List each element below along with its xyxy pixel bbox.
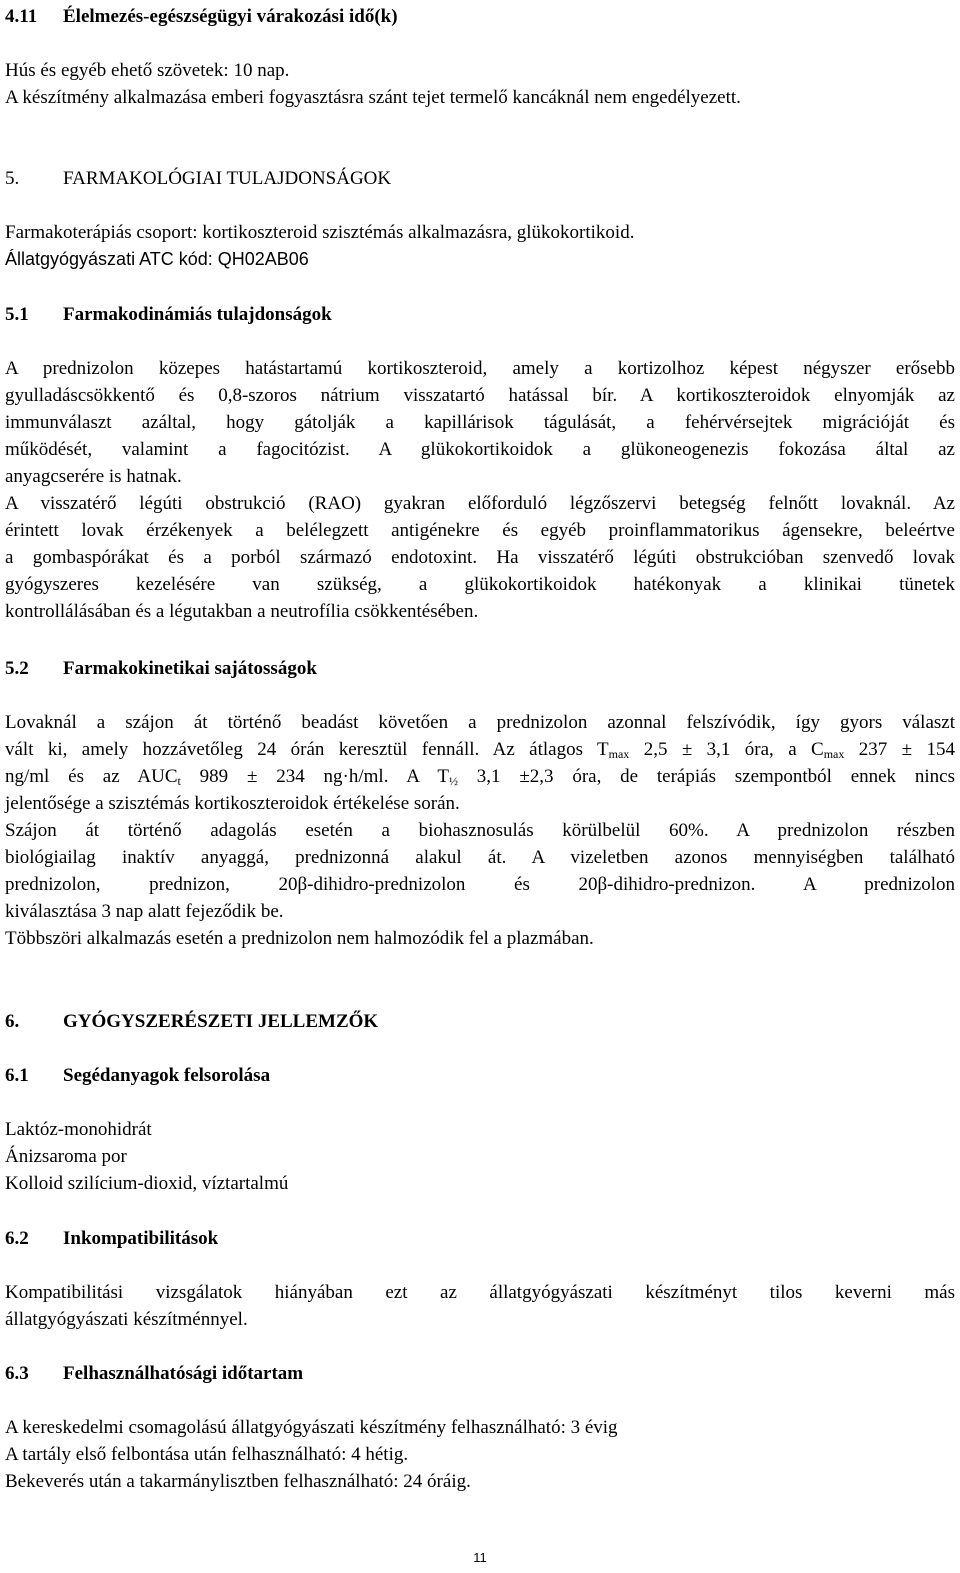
paragraph-line: A prednizolon közepes hatástartamú kortikoszteroid, amely a kortizolhoz képest négyszer erősebb xyxy=(5,358,955,379)
paragraph-line: Kompatibilitási vizsgálatok hiányában ezt az állatgyógyászati készítményt tilos keverni más xyxy=(5,1282,955,1303)
section-title: Élelmezés-egészségügyi várakozási idő(k) xyxy=(63,6,398,27)
section-number: 6.2 xyxy=(5,1228,29,1249)
paragraph-line: ng/ml és az $AUC_t$ 989 ± 234 ng·h/ml. A $T_{\frac{1}{2}}$ 3,1 ±2,3 óra, de terápiás szempontból ennek nincs xyxy=(5,766,955,788)
page-number: 11 xyxy=(473,1550,487,1565)
section-title: Inkompatibilitások xyxy=(63,1228,219,1249)
section-title: Farmakokinetikai sajátosságok xyxy=(63,658,317,679)
section-number: 5.2 xyxy=(5,658,29,679)
paragraph-line: immunválaszt azáltal, hogy gátolják a kapillárisok tágulását, a fehérvérsejtek migrációját és xyxy=(5,412,955,433)
paragraph-line: Lovaknál a szájon át történő beadást követően a prednizolon azonnal felszívódik, így gyors választ xyxy=(5,712,955,733)
section-5 xyxy=(5,165,955,273)
paragraph-line: Többszöri alkalmazás esetén a prednizolon nem halmozódik fel a plazmában. xyxy=(5,928,594,949)
paragraph-line: érintett lovak érzékenyek a belélegzett antigénekre és egyéb proinflammatorikus ágensekre, beleértve xyxy=(5,520,955,541)
paragraph-line: kiválasztása 3 nap alatt fejeződik be. xyxy=(5,901,284,922)
section-6-2 xyxy=(5,1225,955,1333)
paragraph-line: Farmakoterápiás csoport: kortikoszteroid szisztémás alkalmazásra, glükokortikoid. xyxy=(5,222,635,243)
section-title: Felhasználhatósági időtartam xyxy=(63,1363,304,1384)
paragraph-line: vált ki, amely hozzávetőleg 24 órán keresztül fennáll. Az átlagos $T_{max}$ 2,5 ± 3,1 óra, a $C_{max}$ 237 ± 154 xyxy=(5,739,955,761)
section-heading xyxy=(5,1225,955,1252)
paragraph-line: kontrollálásában és a légutakban a neutrofília csökkentésében. xyxy=(5,601,479,622)
paragraph-line: Szájon át történő adagolás esetén a biohasznosulás körülbelül 60%. A prednizolon részben xyxy=(5,820,955,841)
section-heading xyxy=(5,1008,955,1035)
section-6-1 xyxy=(5,1062,955,1197)
paragraph-line: gyógyszeres kezelésére van szükség, a glükokortikoidok hatékonyak a klinikai tünetek xyxy=(5,574,955,595)
section-heading xyxy=(5,301,955,328)
paragraph-line: gyulladáscsökkentő és 0,8-szoros nátrium visszatartó hatással bír. A kortikoszteroidok elnyomják az xyxy=(5,385,955,406)
section-number: 5. xyxy=(5,168,20,189)
paragraph-line: működését, valamint a fagocitózist. A glükokortikoidok a glükoneogenezis fokozása által az xyxy=(5,439,955,460)
section-heading xyxy=(5,3,955,30)
atc-code-line: Állatgyógyászati ATC kód: QH02AB06 xyxy=(5,249,309,269)
paragraph-line: anyagcserére is hatnak. xyxy=(5,466,182,487)
section-5-2 xyxy=(5,655,955,952)
section-number: 4.11 xyxy=(5,6,38,27)
paragraph-line: Hús és egyéb ehető szövetek: 10 nap. xyxy=(5,60,290,81)
section-number: 6.1 xyxy=(5,1065,29,1086)
paragraph-line: prednizolon, prednizon, 20β-dihidro-prednizolon és 20β-dihidro-prednizon. A prednizolon xyxy=(5,874,955,895)
section-number: 5.1 xyxy=(5,304,29,325)
section-title: Segédanyagok felsorolása xyxy=(63,1065,271,1086)
paragraph-line: biológiailag inaktív anyaggá, prednizonná alakul át. A vizeletben azonos mennyiségben található xyxy=(5,847,955,868)
paragraph-line: a gombaspórákat és a porból származó endotoxint. Ha visszatérő légúti obstrukcióban szenvedő lovak xyxy=(5,547,955,568)
paragraph-line: A tartály első felbontása után felhasználható: 4 hétig. xyxy=(5,1444,409,1465)
section-heading xyxy=(5,1062,955,1089)
paragraph-line: A visszatérő légúti obstrukció (RAO) gyakran előforduló légzőszervi betegség felnőtt lovaknál. Az xyxy=(5,493,955,514)
section-heading xyxy=(5,1360,955,1387)
section-title: Farmakodinámiás tulajdonságok xyxy=(63,304,332,325)
section-6 xyxy=(5,1008,955,1035)
paragraph-line: Bekeverés után a takarmánylisztben felhasználható: 24 óráig. xyxy=(5,1471,471,1492)
list-item: Ánizsaroma por xyxy=(5,1146,127,1167)
section-6-3 xyxy=(5,1360,955,1495)
paragraph-line: A készítmény alkalmazása emberi fogyasztásra szánt tejet termelő kancáknál nem engedélyezett. xyxy=(5,87,741,108)
section-number: 6. xyxy=(5,1011,20,1032)
section-title: FARMAKOLÓGIAI TULAJDONSÁGOK xyxy=(63,168,392,189)
section-5-1 xyxy=(5,301,955,625)
section-heading xyxy=(5,655,955,682)
section-number: 6.3 xyxy=(5,1363,29,1384)
list-item: Kolloid szilícium-dioxid, víztartalmú xyxy=(5,1173,289,1194)
section-title: GYÓGYSZERÉSZETI JELLEMZŐK xyxy=(63,1011,379,1032)
paragraph-line: állatgyógyászati készítménnyel. xyxy=(5,1309,248,1330)
list-item: Laktóz-monohidrát xyxy=(5,1119,152,1140)
paragraph-line: jelentősége a szisztémás kortikoszteroidok értékelése során. xyxy=(5,793,460,814)
section-heading xyxy=(5,165,955,192)
paragraph-line: A kereskedelmi csomagolású állatgyógyászati készítmény felhasználható: 3 évig xyxy=(5,1417,618,1438)
section-4-11 xyxy=(5,3,955,111)
